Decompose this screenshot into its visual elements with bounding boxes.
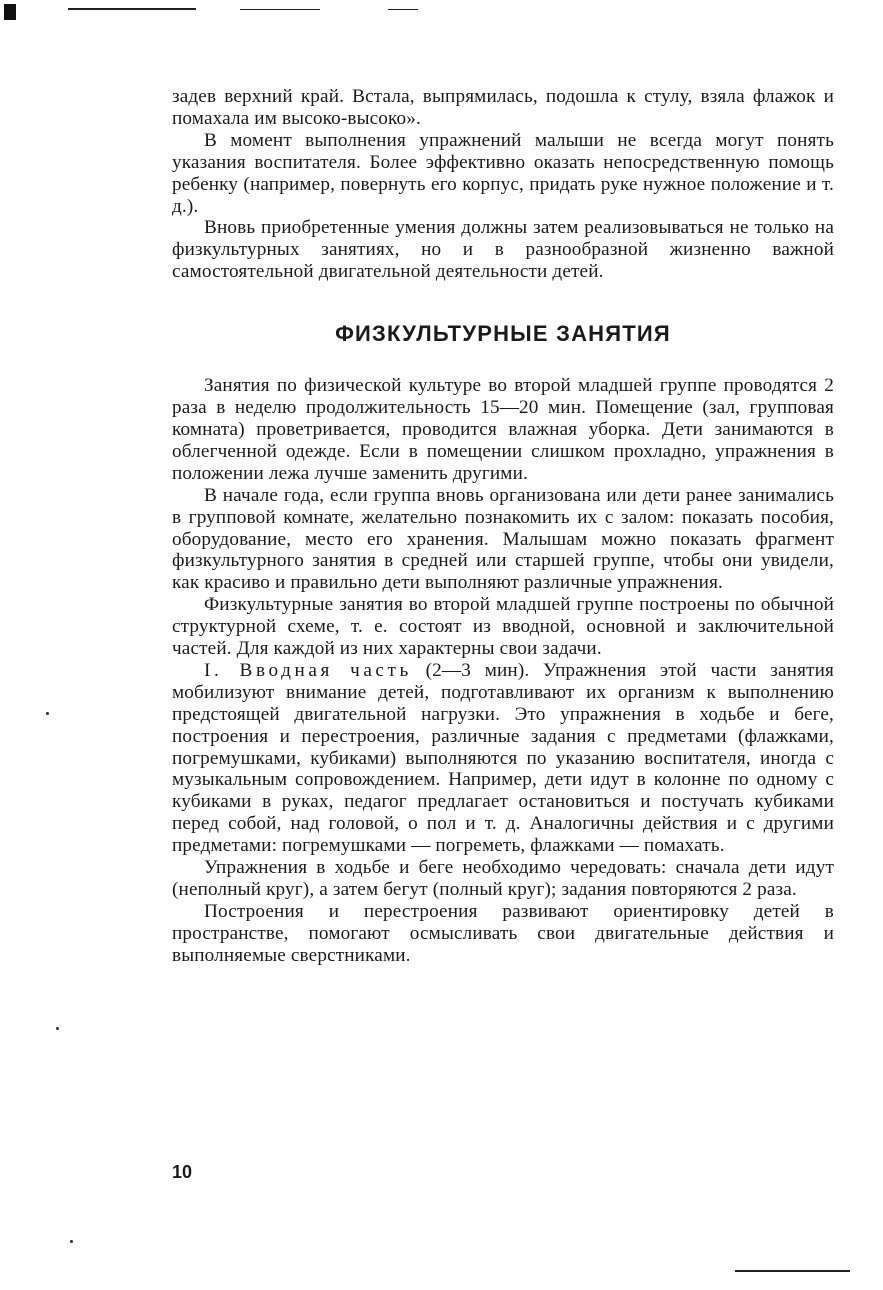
scan-corner-mark (4, 4, 16, 20)
scan-artifact-line (240, 9, 320, 10)
paragraph: Упражнения в ходьбе и беге необходимо чередовать: сначала дети идут (неполный круг), а затем бегут (полный круг); задания повторяются 2 раза. (172, 857, 834, 900)
paragraph: Вновь приобретенные умения должны затем реализовываться не только на физкультурных занятиях, но и в разнообразной жизненно важной самостоятельной двигательной деятельности детей. (172, 217, 834, 283)
paragraph: В момент выполнения упражнений малыши не всегда могут понять указания воспитателя. Более эффективно оказать непосредственную помощь ребенку (например, повернуть его корпус, придать руке нужное положение и т. д.). (172, 129, 834, 217)
scan-artifact-line (68, 8, 196, 10)
section-heading: ФИЗКУЛЬТУРНЫЕ ЗАНЯТИЯ (335, 321, 671, 347)
part-text: (2—3 мин). Упражнения этой части занятия мобилизуют внимание детей, подготавливают их организм к выполнению предстоящей двигательной нагрузки. Это упражнения в ходьбе и беге, построения и перестроения, различные задания с предметами (флажками, погремушками, кубиками) выполняются по указанию воспитателя, иногда с музыкальным сопровождением. Например, дети идут в колонне по одному с кубиками в руках, педагог предлагает остановиться и постучать кубиками перед собой, над головой, о пол и т. д. Аналогичны действия и с другими предметами: погремушками — погреметь, флажками — помахать. (172, 659, 834, 857)
paragraph: Физкультурные занятия во второй младшей группе построены по обычной структурной схеме, т. е. состоят из вводной, основной и заключительной частей. Для каждой из них характерны свои задачи. (172, 594, 834, 660)
scan-speck (70, 1240, 73, 1243)
scan-artifact-line (735, 1270, 850, 1272)
paragraph: Построения и перестроения развивают ориентировку детей в пространстве, помогают осмысливать свои двигательные действия и выполняемые сверстниками. (172, 900, 834, 966)
scan-speck (46, 712, 49, 715)
paragraph: задев верхний край. Встала, выпрямилась, подошла к стулу, взяла флажок и помахала им высоко-высоко». (172, 86, 834, 129)
page-content (172, 86, 834, 967)
page-number: 10 (172, 1162, 193, 1182)
paragraph-intro-part (172, 660, 834, 857)
scan-speck (56, 1027, 59, 1030)
scan-artifact-line (388, 9, 418, 10)
part-label: I. Вводная часть (204, 659, 412, 681)
paragraph: В начале года, если группа вновь организована или дети ранее занимались в групповой комнате, желательно познакомить их с залом: показать пособия, оборудование, место его хранения. Малышам можно показать фрагмент физкультурного занятия в средней или старшей группе, чтобы они увидели, как красиво и правильно дети выполняют различные упражнения. (172, 484, 834, 594)
paragraph: Занятия по физической культуре во второй младшей группе проводятся 2 раза в неделю продолжительность 15—20 мин. Помещение (зал, групповая комната) проветривается, проводится влажная уборка. Дети занимаются в облегченной одежде. Если в помещении слишком прохладно, упражнения в положении лежа лучше заменить другими. (172, 375, 834, 484)
